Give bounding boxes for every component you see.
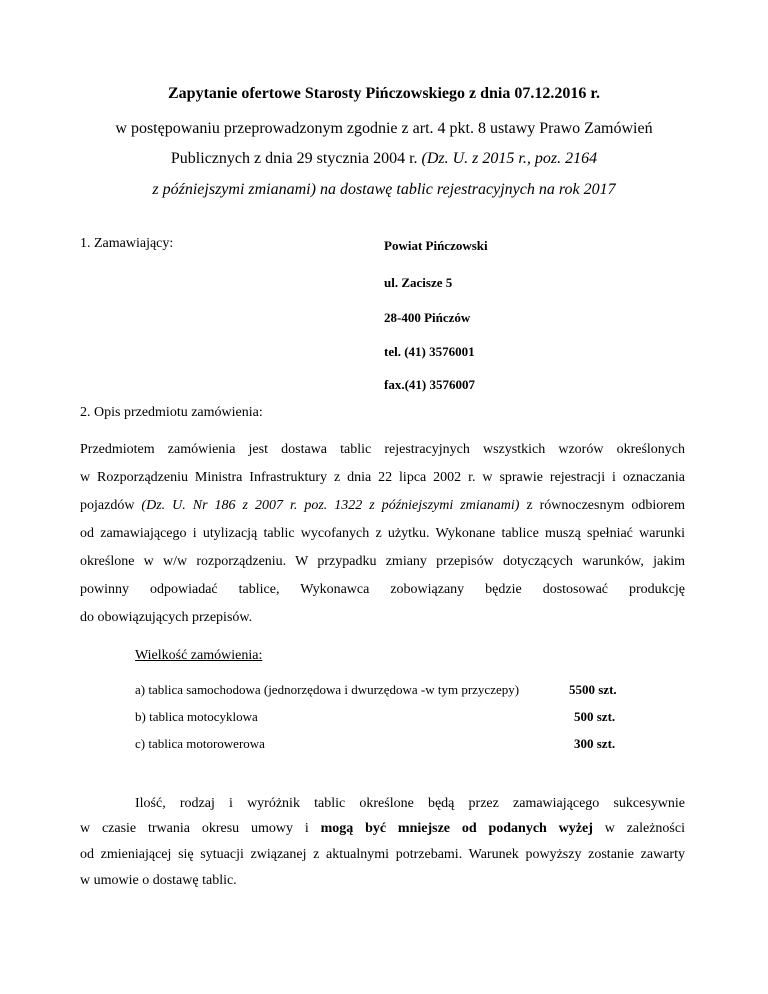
subtitle-line-2-citation: (Dz. U. z 2015 r., poz. 2164 xyxy=(421,150,598,167)
subtitle-line-1: w postępowaniu przeprowadzonym zgodnie z art. 4 pkt. 8 ustawy Prawo Zamówień xyxy=(115,120,653,137)
subtitle-line-2-plain: Publicznych z dnia 29 stycznia 2004 r. xyxy=(170,150,422,167)
order-item-label: b) tablica motocyklowa xyxy=(135,709,258,724)
paragraph-line: od zmieniającej się sytuacji związanej z aktualnymi potrzebami. Warunek powyższy zostanie zawarty xyxy=(80,847,685,862)
paragraph-line: w umowie o dostawę tablic. xyxy=(80,873,237,888)
address-line: 28-400 Pińczów xyxy=(384,310,471,325)
section-1-label: 1. Zamawiający: xyxy=(80,236,174,251)
paragraph-line: w Rozporządzeniu Ministra Infrastruktury z dnia 22 lipca 2002 r. w sprawie rejestracji i oznaczania xyxy=(80,470,685,485)
paragraph-line xyxy=(80,498,685,518)
order-item-quantity: 300 szt. xyxy=(574,736,616,751)
paragraph-line: do obowiązujących przepisów. xyxy=(80,610,253,625)
order-item-label: c) tablica motorowerowa xyxy=(135,736,265,751)
legal-citation: (Dz. U. Nr 186 z 2007 r. poz. 1322 z późniejszymi zmianami) xyxy=(141,498,520,513)
order-item-quantity: 5500 szt. xyxy=(569,682,617,697)
address-line: ul. Zacisze 5 xyxy=(384,275,453,290)
paragraph-line: Ilość, rodzaj i wyróżnik tablic określone będą przez zamawiającego sukcesywnie xyxy=(135,796,685,811)
emphasized-text: mogą być mniejsze od podanych wyżej xyxy=(320,821,593,836)
section-2-label: 2. Opis przedmiotu zamówienia: xyxy=(80,405,263,420)
address-line: tel. (41) 3576001 xyxy=(384,344,475,359)
paragraph-line: od zamawiającego i utylizacją tablic wycofanych z użytku. Wykonane tablice muszą spełniać warunki xyxy=(80,526,685,541)
order-size-heading: Wielkość zamówienia: xyxy=(135,648,263,663)
subtitle-line-3: z późniejszymi zmianami) na dostawę tablic rejestracyjnych na rok 2017 xyxy=(152,181,616,198)
paragraph-line-part: w czasie trwania okresu umowy i xyxy=(80,821,321,836)
document-title: Zapytanie ofertowe Starosty Pińczowskiego z dnia 07.12.2016 r. xyxy=(168,85,600,102)
order-item-label: a) tablica samochodowa (jednorzędowa i dwurzędowa -w tym przyczepy) xyxy=(135,682,520,697)
address-line: Powiat Pińczowski xyxy=(384,238,488,253)
paragraph-line: powinny odpowiadać tablice, Wykonawca zobowiązany będzie dostosować produkcję xyxy=(80,582,685,597)
paragraph-line: określone w w/w rozporządzeniu. W przypadku zmiany przepisów dotyczących warunków, jakim xyxy=(80,554,685,569)
order-item-quantity: 500 szt. xyxy=(574,709,616,724)
paragraph-line-part: pojazdów xyxy=(80,498,142,513)
address-line: fax.(41) 3576007 xyxy=(384,377,475,392)
paragraph-line xyxy=(80,821,685,841)
paragraph-line-part: z równoczesnym odbiorem xyxy=(519,498,685,513)
paragraph-line-part: w zależności xyxy=(604,821,685,836)
subtitle-line-2 xyxy=(0,150,768,168)
paragraph-line: Przedmiotem zamówienia jest dostawa tablic rejestracyjnych wszystkich wzorów określonych xyxy=(80,442,685,457)
